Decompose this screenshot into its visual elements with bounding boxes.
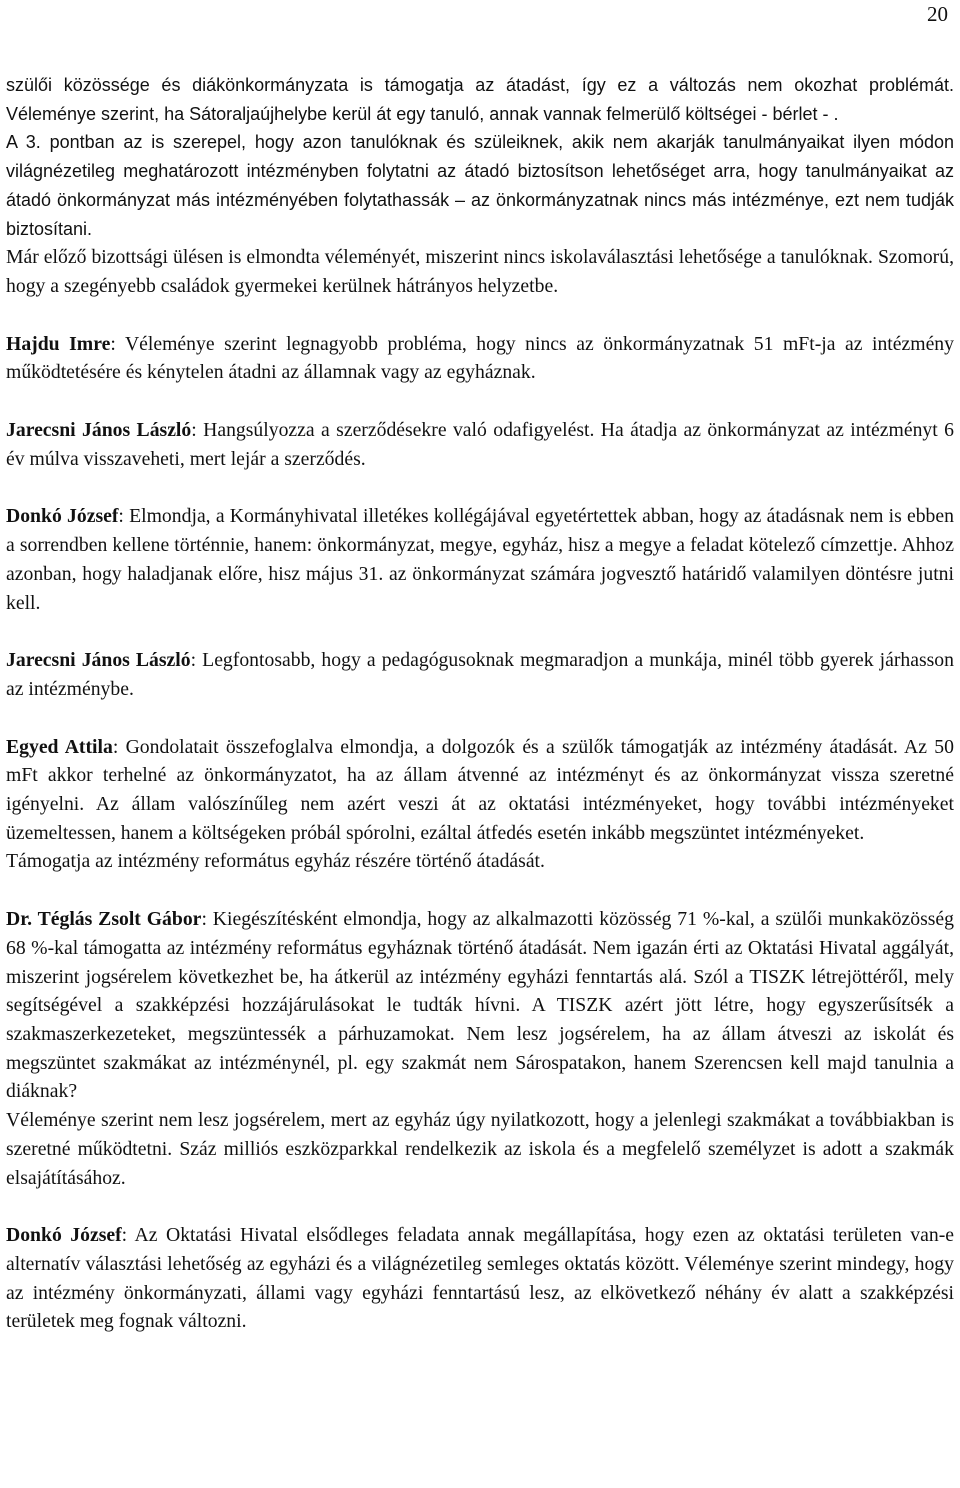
statement-text: : Hangsúlyozza a szerződésekre való odafigyelést. Ha átadja az önkormányzat az intézményt 6 év múlva visszaveheti, mert lejár a szerződés. — [6, 419, 954, 470]
speaker-name: Dr. Téglás Zsolt Gábor — [6, 908, 202, 931]
speaker-name: Donkó József — [6, 505, 119, 528]
statement-text: : Elmondja, a Kormányhivatal illetékes kollégájával egyetértettek abban, hogy az átadásnak nem is ebben a sorrendben kellene történnie, hanem: önkormányzat, megye, egyház, hisz a megye a feladat kötelező címzettje. Ahhoz azonban, hogy haladjanak előre, hisz május 31. az önkormányzat számára jogvesztő határidő valamilyen döntésre jutni kell. — [6, 505, 954, 614]
statement-text: : Kiegészítésként elmondja, hogy az alkalmazotti közösség 71 %-kal, a szülői munkaközösség 68 %-kal támogatta az intézmény református egyháznak történő átadását. Nem igazán érti az Oktatási Hivatal aggályát, miszerint jogsérelem következhet be, ha átkerül az intézmény egyházi fenntartás alá. Szól a TISZK létrejöttéről, mely segítségével a szakképzési hozzájárulásokat le tudták hívni. A TISZK azért jött létre, hogy egyszerűsítsék a szakmaszerkezeteket, megszüntessék a párhuzamokat. Nem lesz jogsérelem, ha az állam átveszi az iskolát és megszüntet szakmákat az intézménynél, pl. egy szakmát nem Sárospatakon, hanem Szerencsen kell majd tanulnia a diáknak? — [6, 908, 954, 1103]
page-number: 20 — [927, 2, 948, 26]
statement-hajdu-imre — [6, 330, 954, 387]
statement-paragraph — [6, 733, 954, 848]
statement-jarecsni-janos-laszlo — [6, 416, 954, 473]
intro-paragraph-1: szülői közössége és diákönkormányzata is támogatja az átadást, így ez a változás nem okozhat problémát. Véleménye szerint, ha Sátoraljaújhelybe kerül át egy tanuló, annak vannak felmerülő költségei - bérlet - . — [6, 75, 954, 124]
statement-jarecsni-janos-laszlo-2 — [6, 646, 954, 703]
speaker-name: Donkó József — [6, 1224, 122, 1247]
statement-donko-jozsef-2 — [6, 1221, 954, 1336]
statement-paragraph-continued: Véleménye szerint nem lesz jogsérelem, mert az egyház úgy nyilatkozott, hogy a jelenlegi szakmákat a továbbiakban is szeretné működtetni. Száz milliós eszközparkkal rendelkezik az iskola és a megfelelő személyzet is adott a szakmák elsajátításához. — [6, 1109, 954, 1189]
statement-dr-teglas-zsolt-gabor — [6, 905, 954, 1192]
statement-text: : Gondolatait összefoglalva elmondja, a dolgozók és a szülők támogatják az intézmény átadását. Az 50 mFt akkor terhelné az önkormányzatot, ha az állam átvenné az intézményt és az önkormányzat vissza szeretné igényelni. Az állam valószínűleg nem azért veszi át az oktatási intézményeket, hogy további intézményeket üzemeltessen, hanem a költségeken próbál spórolni, ezáltal átfedés esetén inkább megszüntet intézményeket. — [6, 735, 954, 844]
statement-paragraph — [6, 1221, 954, 1336]
statement-paragraph-continued: Támogatja az intézmény református egyház részére történő átadását. — [6, 850, 545, 873]
speaker-name: Jarecsni János László — [6, 419, 192, 442]
speaker-name: Hajdu Imre — [6, 332, 111, 355]
intro-paragraph-3: Már előző bizottsági ülésen is elmondta véleményét, miszerint nincs iskolaválasztási lehetősége a tanulóknak. Szomorú, hogy a szegényebb családok gyermekei kerülnek hátrányos helyzetbe. — [6, 246, 954, 297]
statement-text: : Véleménye szerint legnagyobb probléma, hogy nincs az önkormányzatnak 51 mFt-ja az intézmény működtetésére és kénytelen átadni az államnak vagy az egyháznak. — [6, 332, 954, 384]
statement-paragraph — [6, 330, 954, 387]
statement-donko-jozsef — [6, 502, 954, 617]
intro-paragraph-2: A 3. pontban az is szerepel, hogy azon tanulóknak és szüleiknek, akik nem akarják tanulmányaikat ilyen módon világnézetileg meghatározott intézményben folytatni az átadó biztosítson lehetőséget arra, hogy tanulmányaikat az átadó önkormányzat más intézményében folytathassák – az önkormányzatnak nincs más intézménye, ezt nem tudják biztosítani. — [6, 132, 954, 239]
statement-paragraph — [6, 905, 954, 1106]
statement-paragraph — [6, 646, 954, 703]
statement-paragraph — [6, 502, 954, 617]
speaker-name: Egyed Attila — [6, 735, 113, 758]
speaker-name: Jarecsni János László — [6, 649, 191, 672]
document-body — [6, 71, 954, 1336]
statement-egyed-attila — [6, 733, 954, 877]
statement-paragraph — [6, 416, 954, 473]
statement-text: : Az Oktatási Hivatal elsődleges feladata annak megállapítása, hogy ezen az oktatási területen van-e alternatív választási lehetőség az egyházi és a világnézetileg semleges oktatás között. Véleménye szerint mindegy, hogy az intézmény önkormányzati, állami vagy egyházi fenntartású lesz, az elkövetkező néhány év alatt a szakképzési területek meg fognak változni. — [6, 1224, 955, 1333]
statement-text: : Legfontosabb, hogy a pedagógusoknak megmaradjon a munkája, minél több gyerek járhasson az intézménybe. — [6, 649, 954, 700]
